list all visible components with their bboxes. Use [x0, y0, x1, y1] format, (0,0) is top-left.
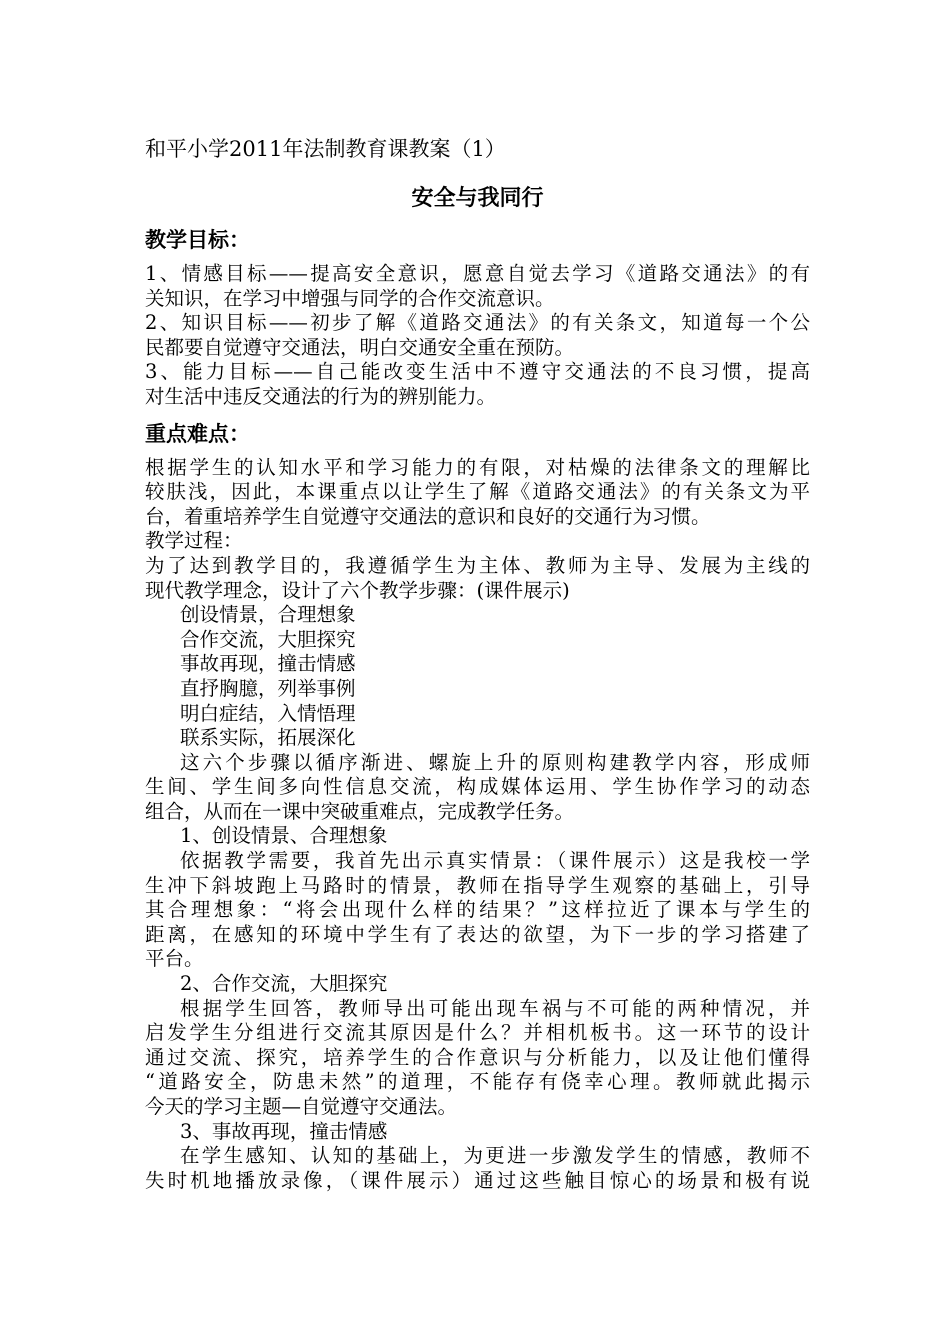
text-line: 教学过程：	[145, 529, 243, 553]
step-item: 明白症结，入情悟理	[180, 701, 356, 725]
text-line: 民都要自觉遵守交通法，明白交通安全重在预防。	[145, 335, 575, 359]
text-line: 生冲下斜坡跑上马路时的情景，教师在指导学生观察的基础上，引导	[145, 873, 810, 897]
text-line: 今天的学习主题—自觉遵守交通法。	[145, 1095, 458, 1118]
document-title: 安全与我同行	[411, 186, 544, 211]
text-line: 在学生感知、认知的基础上，为更进一步激发学生的情感，教师不	[180, 1144, 810, 1168]
text-line: 平台。	[145, 947, 204, 971]
step-item: 直抒胸臆，列举事例	[180, 676, 356, 700]
heading-key-points: 重点难点：	[145, 421, 250, 446]
step-item: 合作交流，大胆探究	[180, 627, 356, 651]
text-line: 较肤浅，因此，本课重点以让学生了解《道路交通法》的有关条文为平	[145, 480, 810, 504]
step-item: 创设情景，合理想象	[180, 603, 356, 627]
step-item: 联系实际，拓展深化	[180, 726, 356, 750]
text-line: 失时机地播放录像，（课件展示）通过这些触目惊心的场景和极有说	[145, 1168, 810, 1192]
document-header: 和平小学2011年法制教育课教案（1）	[145, 137, 506, 161]
text-line: 对生活中违反交通法的行为的辨别能力。	[145, 384, 497, 408]
subheading-line: 1、创设情景、合理想象	[180, 824, 388, 848]
text-line: 关知识，在学习中增强与同学的合作交流意识。	[145, 286, 555, 310]
text-line: 生间、学生间多向性信息交流，构成媒体运用、学生协作学习的动态	[145, 775, 810, 799]
text-line: 其合理想象：“将会出现什么样的结果？”这样拉近了课本与学生的	[145, 898, 810, 922]
text-line: 依据教学需要，我首先出示真实情景：（课件展示）这是我校一学	[180, 849, 810, 873]
subheading-line: 2、合作交流，大胆探究	[180, 972, 388, 996]
text-line: 启发学生分组进行交流其原因是什么？并相机板书。这一环节的设计	[145, 1021, 810, 1045]
text-line: 组合，从而在一课中突破重难点，完成教学任务。	[145, 799, 575, 823]
document-content	[145, 133, 810, 1193]
body-block	[145, 456, 810, 1194]
text-line: 台，着重培养学生自觉遵守交通法的意识和良好的交通行为习惯。	[145, 504, 711, 528]
text-line: “道路安全，防患未然”的道理，不能存有侥幸心理。教师就此揭示	[145, 1070, 810, 1094]
text-line: 2、知识目标——初步了解《道路交通法》的有关条文，知道每一个公	[145, 311, 810, 335]
heading-teaching-objectives: 教学目标：	[145, 228, 250, 252]
text-line: 距离，在感知的环境中学生有了表达的欲望，为下一步的学习搭建了	[145, 922, 810, 946]
text-line: 1、情感目标——提高安全意识，愿意自觉去学习《道路交通法》的有	[145, 262, 810, 285]
step-item: 事故再现，撞击情感	[180, 652, 356, 676]
objectives-block	[145, 262, 810, 410]
text-line: 根据学生回答，教师导出可能出现车祸与不可能的两种情况，并	[180, 996, 810, 1020]
text-line: 3、能力目标——自己能改变生活中不遵守交通法的不良习惯，提高	[145, 360, 810, 384]
text-line: 现代教学理念，设计了六个教学步骤：(课件展示)	[145, 578, 570, 602]
text-line: 这六个步骤以循序渐进、螺旋上升的原则构建教学内容，形成师	[180, 750, 810, 774]
subheading-line: 3、事故再现，撞击情感	[180, 1119, 388, 1143]
text-line: 根据学生的认知水平和学习能力的有限，对枯燥的法律条文的理解比	[145, 455, 810, 479]
text-line: 通过交流、探究，培养学生的合作意识与分析能力，以及让他们懂得	[145, 1045, 810, 1069]
text-line: 为了达到教学目的，我遵循学生为主体、教师为主导、发展为主线的	[145, 553, 810, 577]
